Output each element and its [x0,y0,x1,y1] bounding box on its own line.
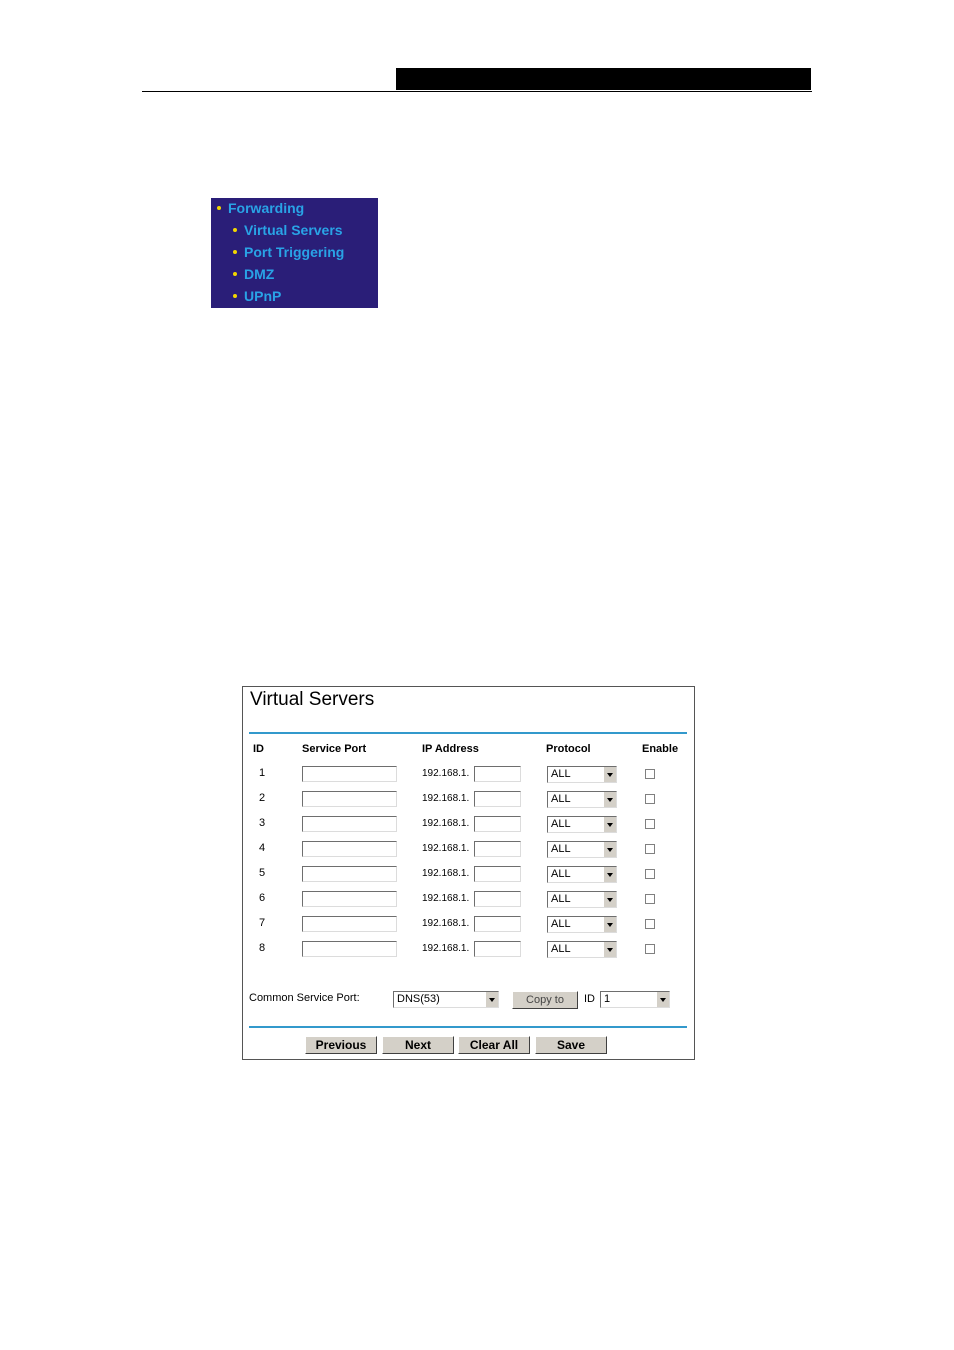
chevron-down-icon[interactable] [485,992,498,1007]
protocol-select[interactable] [547,816,617,833]
enable-checkbox[interactable] [645,819,655,829]
clear-all-button[interactable]: Clear All [458,1036,530,1054]
service-port-input[interactable] [302,866,397,882]
row-id: 7 [259,917,266,929]
ip-suffix-input[interactable] [474,816,521,832]
ip-suffix-input[interactable] [474,941,521,957]
protocol-select[interactable] [547,916,617,933]
chevron-down-icon[interactable] [603,867,616,882]
ip-prefix: 192.168.1. [422,893,470,904]
menu-item-virtual-servers[interactable]: Virtual Servers [233,220,343,240]
chevron-down-icon[interactable] [603,917,616,932]
enable-checkbox[interactable] [645,794,655,804]
previous-button[interactable]: Previous [305,1036,377,1054]
enable-checkbox[interactable] [645,769,655,779]
service-port-input[interactable] [302,816,397,832]
protocol-value: ALL [551,893,571,905]
protocol-value: ALL [551,918,571,930]
protocol-value: ALL [551,943,571,955]
ip-prefix: 192.168.1. [422,918,470,929]
row-id: 3 [259,817,266,829]
menu-item-port-triggering[interactable]: Port Triggering [233,242,344,262]
page-title: Virtual Servers [250,689,375,710]
header-bar [396,68,811,90]
chevron-down-icon[interactable] [656,992,669,1007]
copy-to-button[interactable]: Copy to [512,991,578,1009]
row-id: 1 [259,767,266,779]
menu-item-upnp[interactable]: UPnP [233,286,281,306]
service-port-input[interactable] [302,841,397,857]
column-header-enable: Enable [642,743,679,755]
chevron-down-icon[interactable] [603,842,616,857]
service-port-input[interactable] [302,766,397,782]
enable-checkbox[interactable] [645,944,655,954]
protocol-value: ALL [551,818,571,830]
common-service-port-label: Common Service Port: [249,992,360,1004]
header-rule [142,91,812,92]
protocol-select[interactable] [547,891,617,908]
ip-suffix-input[interactable] [474,766,521,782]
ip-suffix-input[interactable] [474,891,521,907]
ip-prefix: 192.168.1. [422,818,470,829]
bullet-icon [233,272,237,276]
virtual-servers-panel [242,686,695,1060]
chevron-down-icon[interactable] [603,792,616,807]
protocol-select[interactable] [547,866,617,883]
chevron-down-icon[interactable] [603,767,616,782]
protocol-value: ALL [551,843,571,855]
row-id: 6 [259,892,266,904]
save-button[interactable]: Save [535,1036,607,1054]
service-port-input[interactable] [302,941,397,957]
service-port-input[interactable] [302,891,397,907]
service-port-input[interactable] [302,791,397,807]
menu-item-dmz[interactable]: DMZ [233,264,274,284]
ip-suffix-input[interactable] [474,791,521,807]
common-service-port-value: DNS(53) [397,993,440,1005]
title-divider [249,732,687,734]
protocol-value: ALL [551,868,571,880]
service-port-input[interactable] [302,916,397,932]
chevron-down-icon[interactable] [603,892,616,907]
ip-suffix-input[interactable] [474,916,521,932]
forwarding-menu [211,198,378,308]
row-id: 2 [259,792,266,804]
ip-prefix: 192.168.1. [422,943,470,954]
ip-prefix: 192.168.1. [422,793,470,804]
enable-checkbox[interactable] [645,894,655,904]
row-id: 5 [259,867,266,879]
protocol-select[interactable] [547,791,617,808]
enable-checkbox[interactable] [645,844,655,854]
enable-checkbox[interactable] [645,919,655,929]
row-id: 4 [259,842,266,854]
bullet-icon [233,228,237,232]
ip-prefix: 192.168.1. [422,843,470,854]
row-id: 8 [259,942,266,954]
protocol-select[interactable] [547,766,617,783]
bullet-icon [233,250,237,254]
column-header-id: ID [253,743,264,755]
protocol-select[interactable] [547,941,617,958]
ip-suffix-input[interactable] [474,841,521,857]
chevron-down-icon[interactable] [603,817,616,832]
copy-id-value: 1 [604,993,611,1005]
bullet-icon [233,294,237,298]
copy-id-label: ID [584,993,595,1005]
column-header-ip-address: IP Address [422,743,479,755]
bullet-icon [217,206,221,210]
protocol-value: ALL [551,768,571,780]
menu-item-forwarding[interactable]: Forwarding [217,198,304,218]
ip-suffix-input[interactable] [474,866,521,882]
footer-divider [249,1026,687,1028]
column-header-protocol: Protocol [546,743,591,755]
protocol-select[interactable] [547,841,617,858]
next-button[interactable]: Next [382,1036,454,1054]
common-service-port-select[interactable] [393,991,499,1008]
enable-checkbox[interactable] [645,869,655,879]
ip-prefix: 192.168.1. [422,868,470,879]
chevron-down-icon[interactable] [603,942,616,957]
copy-id-select[interactable] [600,991,670,1008]
protocol-value: ALL [551,793,571,805]
ip-prefix: 192.168.1. [422,768,470,779]
column-header-service-port: Service Port [302,743,367,755]
